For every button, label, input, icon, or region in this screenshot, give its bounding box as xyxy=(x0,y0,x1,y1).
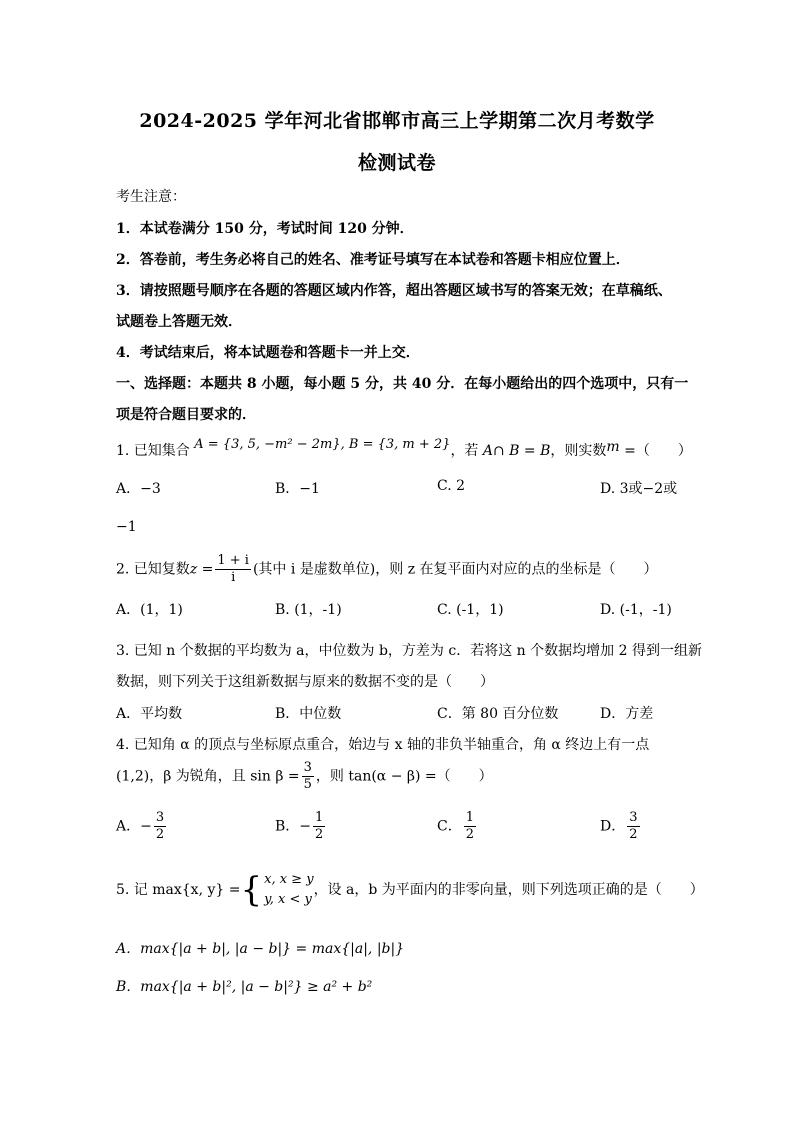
q1-set-b: , B = {3, m + 2} xyxy=(340,437,451,452)
q1-option-b: B．−1 xyxy=(275,481,320,497)
q4-option-d-frac xyxy=(627,810,639,843)
q1-suffix: ，则实数 xyxy=(550,443,607,459)
q4-option-c-num: 1 xyxy=(465,810,474,825)
q4-option-a-den: 2 xyxy=(155,827,165,842)
q2-fraction xyxy=(215,553,251,586)
q4-suffix: ，则 tan(α − β) =（ ） xyxy=(315,768,493,785)
notice-item-3: 3．请按照题号顺序在各题的答题区域内作答，超出答题区域书写的答案无效；在草稿纸、 xyxy=(116,283,672,299)
q2-option-c: C. (-1，1) xyxy=(437,602,504,618)
q1-option-d-cont: −1 xyxy=(116,519,137,535)
q5-option-a: A．max{|a + b|, |a − b|} = max{|a|, |b|} xyxy=(116,941,405,957)
notice-item-4: 4．考试结束后，将本试题卷和答题卡一并上交． xyxy=(116,345,420,361)
exam-title-line1: 2024-2025 学年河北省邯郸市高三上学期第二次月考数学 xyxy=(139,110,655,132)
q1-prefix: 1. 已知集合 xyxy=(116,443,190,459)
q4-option-b-den: 2 xyxy=(315,827,324,842)
q3-option-c: C．第 80 百分位数 xyxy=(437,706,559,722)
q4-option-c-label: C． xyxy=(437,818,462,835)
q1-option-d: D. 3或−2或 xyxy=(600,481,678,497)
notice-item-1: 1．本试卷满分 150 分，考试时间 120 分钟． xyxy=(116,221,414,237)
exam-title-line2: 检测试卷 xyxy=(357,152,436,174)
q5-case-1: x, x ≥ y xyxy=(264,872,314,887)
question-3-stem-line1: 3. 已知 n 个数据的平均数为 a，中位数为 b，方差为 c．若将这 n 个数据均增加 2 得到一组新 xyxy=(116,643,702,659)
q2-fraction-den: i xyxy=(231,570,236,585)
q4-option-a-num: 3 xyxy=(155,810,165,825)
q4-option-d xyxy=(600,810,642,843)
q4-option-b xyxy=(275,810,327,843)
q4-option-a-frac xyxy=(154,810,166,843)
q5-case-2: y, x < y xyxy=(264,892,312,907)
q2-suffix: (其中 i 是虚数单位)，则 z 在复平面内对应的点的坐标是（ ） xyxy=(252,561,658,578)
q4-option-a-label: A． xyxy=(116,818,141,835)
notice-heading: 考生注意： xyxy=(116,189,186,205)
q1-var: m xyxy=(606,439,620,455)
q1-tail: =（ ） xyxy=(619,443,692,459)
question-4-stem-line2 xyxy=(116,760,493,793)
q4-option-d-label: D． xyxy=(600,818,626,835)
q3-option-a: A．平均数 xyxy=(116,706,183,722)
notice-item-2: 2．答卷前，考生务必将自己的姓名、准考证号填写在本试卷和答题卡相应位置上． xyxy=(116,252,630,268)
question-3-stem-line2: 数据，则下列关于这组新数据与原来的数据不变的是（ ） xyxy=(116,674,494,690)
q1-condition: A∩ B = B xyxy=(482,443,551,459)
q4-option-b-num: 1 xyxy=(315,810,324,825)
q4-option-b-frac xyxy=(313,810,325,843)
question-1-stem xyxy=(116,437,692,460)
q4-option-d-den: 2 xyxy=(629,827,638,842)
q1-mid: ，若 xyxy=(450,443,479,459)
section1-heading: 一、选择题：本题共 8 小题，每小题 5 分，共 40 分．在每小题给出的四个选项中，只有一 xyxy=(116,376,689,392)
q2-prefix: 2. 已知复数 xyxy=(116,561,190,578)
q4-option-d-num: 3 xyxy=(629,810,638,825)
q2-option-b: B. (1，-1) xyxy=(275,602,342,618)
q5-suffix: ，设 a，b 为平面内的非零向量，则下列选项正确的是（ ） xyxy=(313,882,704,898)
q4-option-a-sign: − xyxy=(140,818,152,835)
notice-item-3-cont: 试题卷上答题无效． xyxy=(116,314,242,330)
q4-sin-fraction xyxy=(302,760,314,793)
q1-option-c: C. 2 xyxy=(437,478,466,494)
question-5-stem xyxy=(116,870,704,910)
q1-option-a: A．−3 xyxy=(116,481,161,497)
question-2-stem xyxy=(116,553,658,586)
q2-fraction-num: 1 + i xyxy=(217,553,249,568)
section1-heading-cont: 项是符合题目要求的． xyxy=(116,407,256,423)
q2-option-a: A．(1，1) xyxy=(116,602,183,618)
q5-left-brace: { xyxy=(240,870,263,910)
q4-option-c xyxy=(437,810,478,843)
q5-cases xyxy=(264,870,313,910)
q4-option-c-frac xyxy=(464,810,476,843)
q5-prefix: 5. 记 max{x, y} = xyxy=(116,882,241,898)
q4-option-a xyxy=(116,810,168,843)
q2-z-eq: z = xyxy=(189,561,214,578)
q2-option-d: D. (-1，-1) xyxy=(600,602,672,618)
q4-option-b-label: B． xyxy=(275,818,300,835)
q5-option-b: B．max{|a + b|², |a − b|²} ≥ a² + b² xyxy=(116,979,373,995)
q1-set-a: A = {3, 5, −m² − 2m} xyxy=(194,437,341,452)
question-4-stem-line1: 4. 已知角 α 的顶点与坐标原点重合，始边与 x 轴的非负半轴重合，角 α 终边上有一点 xyxy=(116,737,650,753)
q4-sin-den: 5 xyxy=(303,777,312,792)
q3-option-d: D．方差 xyxy=(600,706,654,722)
q4-option-c-den: 2 xyxy=(465,827,474,842)
q4-point: (1,2) xyxy=(116,768,150,785)
q4-sin-num: 3 xyxy=(303,760,312,775)
q3-option-b: B．中位数 xyxy=(275,706,342,722)
q4-option-b-sign: − xyxy=(299,818,312,835)
q4-mid: ，β 为锐角，且 sin β = xyxy=(149,768,300,785)
